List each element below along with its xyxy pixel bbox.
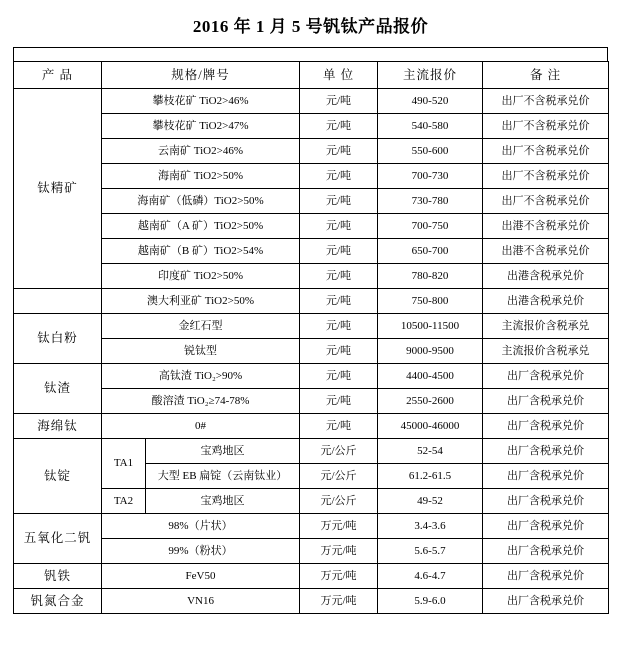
unit-cell: 万元/吨: [300, 514, 378, 539]
table-row: [14, 164, 609, 189]
note-cell: 出厂含税承兑价: [483, 364, 609, 389]
price-cell: 49-52: [378, 489, 483, 514]
table-row: [14, 589, 609, 614]
note-cell: 出厂不含税承兑价: [483, 189, 609, 214]
table-row: [14, 214, 609, 239]
category-cell: 钛精矿: [14, 89, 102, 289]
category-cell: 钒铁: [14, 564, 102, 589]
spec-cell: 99%（粉状）: [102, 539, 300, 564]
spec-cell: 锐钛型: [102, 339, 300, 364]
note-cell: 主流报价含税承兑: [483, 314, 609, 339]
spec-cell: 越南矿（A 矿）TiO2>50%: [102, 214, 300, 239]
note-cell: 出厂含税承兑价: [483, 439, 609, 464]
table-row: [14, 139, 609, 164]
unit-cell: 元/吨: [300, 114, 378, 139]
price-cell: 550-600: [378, 139, 483, 164]
category-cell: 海绵钛: [14, 414, 102, 439]
table-row: [14, 439, 609, 464]
price-cell: 2550-2600: [378, 389, 483, 414]
grade-cell: TA1: [102, 439, 146, 489]
spec-cell: 大型 EB 扁锭（云南钛业）: [146, 464, 300, 489]
unit-cell: 元/吨: [300, 164, 378, 189]
spec-cell: FeV50: [102, 564, 300, 589]
price-cell: 5.9-6.0: [378, 589, 483, 614]
price-cell: 650-700: [378, 239, 483, 264]
note-cell: 出港不含税承兑价: [483, 214, 609, 239]
category-cell: [14, 289, 102, 314]
spec-cell: 攀枝花矿 TiO2>46%: [102, 89, 300, 114]
note-cell: 出厂不含税承兑价: [483, 139, 609, 164]
table-row: [14, 114, 609, 139]
price-cell: 9000-9500: [378, 339, 483, 364]
unit-cell: 元/吨: [300, 289, 378, 314]
header-product: 产 品: [14, 62, 102, 89]
unit-cell: 元/公斤: [300, 489, 378, 514]
unit-cell: 元/吨: [300, 139, 378, 164]
note-cell: 出厂含税承兑价: [483, 514, 609, 539]
table-container: [0, 47, 621, 614]
note-cell: 出厂含税承兑价: [483, 414, 609, 439]
price-table: [13, 61, 609, 614]
price-cell: 780-820: [378, 264, 483, 289]
category-cell: 钛渣: [14, 364, 102, 414]
spec-cell: 云南矿 TiO2>46%: [102, 139, 300, 164]
unit-cell: 元/吨: [300, 89, 378, 114]
price-cell: 10500-11500: [378, 314, 483, 339]
unit-cell: 万元/吨: [300, 589, 378, 614]
spec-cell: 0#: [102, 414, 300, 439]
table-top-spacer: [13, 47, 608, 61]
table-header-row: [14, 62, 609, 89]
unit-cell: 元/公斤: [300, 439, 378, 464]
note-cell: 出厂含税承兑价: [483, 589, 609, 614]
note-cell: 主流报价含税承兑: [483, 339, 609, 364]
price-cell: 750-800: [378, 289, 483, 314]
unit-cell: 元/吨: [300, 339, 378, 364]
table-row: [14, 239, 609, 264]
spec-cell: 越南矿（B 矿）TiO2>54%: [102, 239, 300, 264]
category-cell: 钛锭: [14, 439, 102, 514]
unit-cell: 元/公斤: [300, 464, 378, 489]
spec-cell: 攀枝花矿 TiO2>47%: [102, 114, 300, 139]
price-cell: 61.2-61.5: [378, 464, 483, 489]
note-cell: 出厂含税承兑价: [483, 464, 609, 489]
table-row: [14, 414, 609, 439]
category-cell: 钛白粉: [14, 314, 102, 364]
price-cell: 52-54: [378, 439, 483, 464]
spec-cell: 金红石型: [102, 314, 300, 339]
unit-cell: 元/吨: [300, 314, 378, 339]
price-cell: 700-750: [378, 214, 483, 239]
table-row: [14, 364, 609, 389]
grade-cell: TA2: [102, 489, 146, 514]
table-row: [14, 339, 609, 364]
note-cell: 出厂含税承兑价: [483, 489, 609, 514]
price-cell: 4400-4500: [378, 364, 483, 389]
spec-cell: VN16: [102, 589, 300, 614]
unit-cell: 元/吨: [300, 239, 378, 264]
price-cell: 700-730: [378, 164, 483, 189]
note-cell: 出厂不含税承兑价: [483, 164, 609, 189]
price-cell: 490-520: [378, 89, 483, 114]
price-cell: 730-780: [378, 189, 483, 214]
table-row: [14, 539, 609, 564]
note-cell: 出厂含税承兑价: [483, 564, 609, 589]
spec-cell: 酸溶渣 TiO₂≥74-78%: [102, 389, 300, 414]
unit-cell: 万元/吨: [300, 564, 378, 589]
table-row: [14, 189, 609, 214]
price-cell: 540-580: [378, 114, 483, 139]
unit-cell: 元/吨: [300, 264, 378, 289]
spec-cell: 印度矿 TiO2>50%: [102, 264, 300, 289]
unit-cell: 元/吨: [300, 189, 378, 214]
note-cell: 出港不含税承兑价: [483, 239, 609, 264]
category-cell: 钒氮合金: [14, 589, 102, 614]
note-cell: 出港含税承兑价: [483, 264, 609, 289]
price-cell: 5.6-5.7: [378, 539, 483, 564]
table-row: [14, 264, 609, 289]
unit-cell: 元/吨: [300, 214, 378, 239]
note-cell: 出厂含税承兑价: [483, 389, 609, 414]
unit-cell: 万元/吨: [300, 539, 378, 564]
table-row: [14, 289, 609, 314]
spec-cell: 海南矿 TiO2>50%: [102, 164, 300, 189]
spec-cell: 宝鸡地区: [146, 439, 300, 464]
table-row: [14, 564, 609, 589]
header-unit: 单 位: [300, 62, 378, 89]
header-spec: 规格/牌号: [102, 62, 300, 89]
header-note: 备 注: [483, 62, 609, 89]
spec-cell: 宝鸡地区: [146, 489, 300, 514]
unit-cell: 元/吨: [300, 414, 378, 439]
spec-cell: 海南矿（低磷）TiO2>50%: [102, 189, 300, 214]
category-cell: 五氧化二钒: [14, 514, 102, 564]
price-table-body: [14, 62, 609, 614]
unit-cell: 元/吨: [300, 389, 378, 414]
note-cell: 出厂不含税承兑价: [483, 89, 609, 114]
price-cell: 3.4-3.6: [378, 514, 483, 539]
spec-cell: 高钛渣 TiO₂>90%: [102, 364, 300, 389]
price-cell: 45000-46000: [378, 414, 483, 439]
table-row: [14, 489, 609, 514]
header-price: 主流报价: [378, 62, 483, 89]
page-title: 2016 年 1 月 5 号钒钛产品报价: [192, 17, 429, 36]
table-row: [14, 389, 609, 414]
table-row: [14, 314, 609, 339]
spec-cell: 澳大利亚矿 TiO2>50%: [102, 289, 300, 314]
table-row: [14, 514, 609, 539]
unit-cell: 元/吨: [300, 364, 378, 389]
table-row: [14, 89, 609, 114]
note-cell: 出厂不含税承兑价: [483, 114, 609, 139]
note-cell: 出港含税承兑价: [483, 289, 609, 314]
price-cell: 4.6-4.7: [378, 564, 483, 589]
spec-cell: 98%（片状）: [102, 514, 300, 539]
note-cell: 出厂含税承兑价: [483, 539, 609, 564]
